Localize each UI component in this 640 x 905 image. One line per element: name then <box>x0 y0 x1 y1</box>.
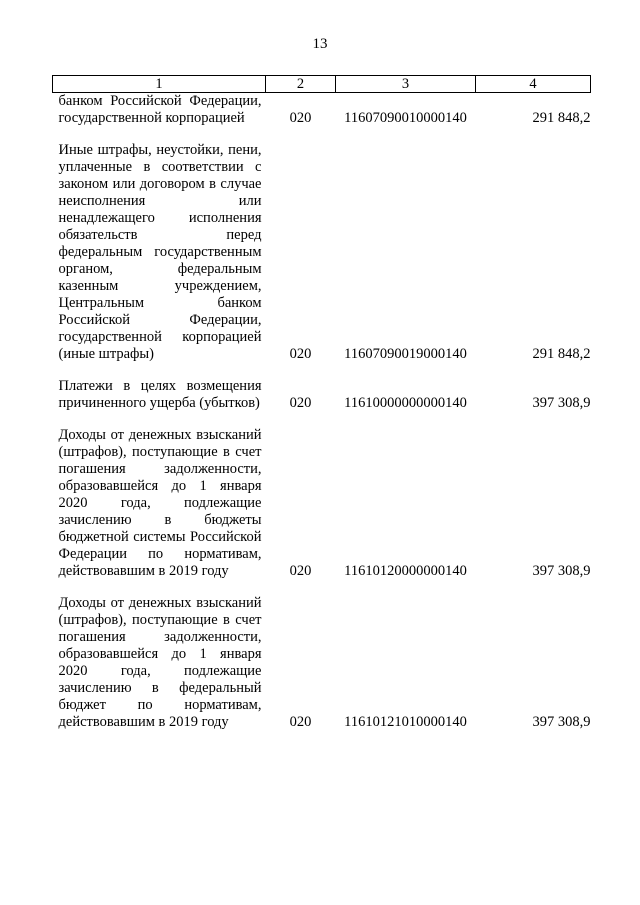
table-row <box>53 595 591 731</box>
row-description: Доходы от денежных взысканий (штрафов), поступающие в счет погашения задолженности, образовавшейся до 1 января 2020 года, подлежащие зачислению в бюджеты бюджетной системы Российской Федерации по нормативам, действовавшим в 2019 году <box>58 427 262 579</box>
row-code: 020 <box>289 714 312 730</box>
row-spacer <box>53 580 591 595</box>
table-row <box>53 427 591 580</box>
row-code: 020 <box>289 563 312 579</box>
row-description: банком Российской Федерации, государственной корпорацией <box>58 93 262 126</box>
table-row <box>53 378 591 412</box>
row-amount: 291 848,2 <box>532 346 591 362</box>
column-header-2: 2 <box>266 76 336 93</box>
row-kbk: 11607090010000140 <box>344 110 467 126</box>
row-kbk: 11610121010000140 <box>344 714 467 730</box>
row-description: Платежи в целях возмещения причиненного ущерба (убытков) <box>58 378 262 411</box>
row-kbk: 11607090019000140 <box>344 346 467 362</box>
column-header-4: 4 <box>476 76 591 93</box>
row-amount: 397 308,9 <box>532 563 591 579</box>
row-amount: 397 308,9 <box>532 395 591 411</box>
row-amount: 291 848,2 <box>532 110 591 126</box>
row-description: Доходы от денежных взысканий (штрафов), поступающие в счет погашения задолженности, образовавшейся до 1 января 2020 года, подлежащие зачислению в федеральный бюджет по нормативам, действовавшим в 2019 году <box>58 595 262 730</box>
row-spacer <box>53 363 591 378</box>
table-row <box>53 93 591 128</box>
row-kbk: 11610120000000140 <box>344 563 467 579</box>
table-row <box>53 142 591 363</box>
row-kbk: 11610000000000140 <box>344 395 467 411</box>
row-code: 020 <box>289 110 312 126</box>
row-description: Иные штрафы, неустойки, пени, уплаченные в соответствии с законом или договором в случае неисполнения или ненадлежащего исполнения обязательств перед федеральным государственным органом, федеральным казенным учреждением, Центральным банком Российской Федерации, государственной корпорацией (иные штрафы) <box>58 142 262 362</box>
row-code: 020 <box>289 395 312 411</box>
row-amount: 397 308,9 <box>532 714 591 730</box>
revenue-table <box>52 75 591 731</box>
row-spacer <box>53 412 591 427</box>
row-spacer <box>53 127 591 142</box>
column-header-1: 1 <box>53 76 266 93</box>
row-code: 020 <box>289 346 312 362</box>
column-header-3: 3 <box>336 76 476 93</box>
table-header-row <box>53 76 591 93</box>
page-number: 13 <box>312 36 328 52</box>
